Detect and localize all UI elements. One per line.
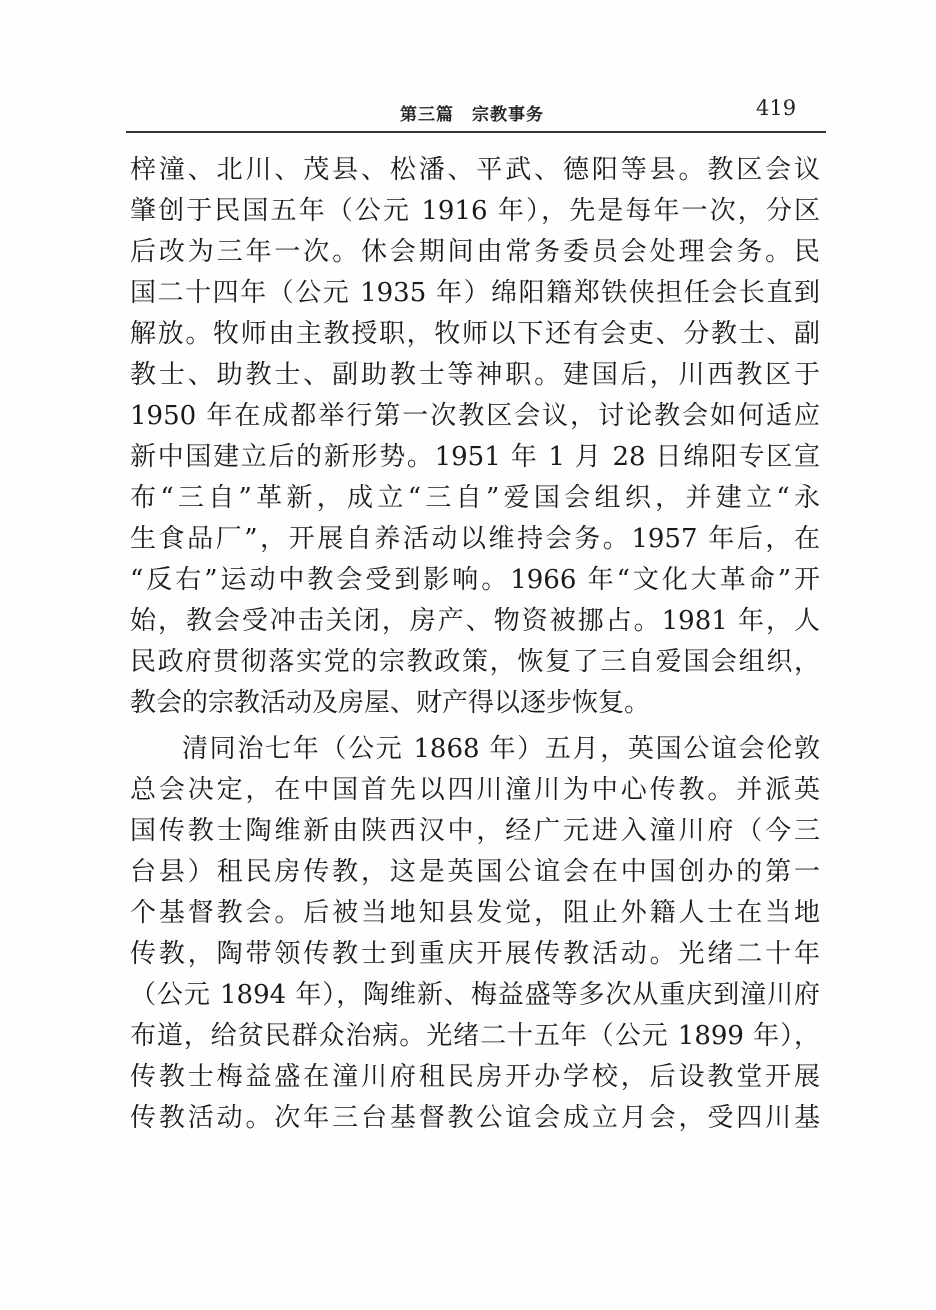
text-line: 传教士梅益盛在潼川府租民房开办学校，后设教堂开展: [130, 1062, 820, 1092]
text-line: 教士、助教士、副助教士等神职。建国后，川西教区于: [130, 360, 820, 390]
text-line: 始，教会受冲击关闭，房产、物资被挪占。1981 年，人: [130, 606, 820, 636]
text-line: “反右”运动中教会受到影响。1966 年“文化大革命”开: [130, 565, 820, 595]
text-line: 后改为三年一次。休会期间由常务委员会处理会务。民: [130, 237, 820, 267]
text-line: 传教活动。次年三台基督教公谊会成立月会，受四川基: [130, 1103, 820, 1133]
text-line: 台县）租民房传教，这是英国公谊会在中国创办的第一: [130, 857, 820, 887]
text-line: 1950 年在成都举行第一次教区会议，讨论教会如何适应: [130, 401, 820, 431]
text-line: 梓潼、北川、茂县、松潘、平武、德阳等县。教区会议: [130, 155, 820, 185]
body-text: [130, 150, 820, 1139]
text-line: 肇创于民国五年（公元 1916 年），先是每年一次，分区: [130, 196, 820, 226]
text-line: 国传教士陶维新由陕西汉中，经广元进入潼川府（今三: [130, 816, 820, 846]
header-rule: [126, 131, 826, 133]
text-line: 教会的宗教活动及房屋、财产得以逐步恢复。: [130, 688, 651, 718]
text-line: （公元 1894 年），陶维新、梅益盛等多次从重庆到潼川府: [130, 980, 820, 1010]
text-line: 总会决定，在中国首先以四川潼川为中心传教。并派英: [130, 775, 820, 805]
paragraph-2: [130, 729, 820, 1139]
running-header: [0, 96, 936, 128]
text-line: 国二十四年（公元 1935 年）绵阳籍郑铁侠担任会长直到: [130, 278, 820, 308]
text-line: 生食品厂”，开展自养活动以维持会务。1957 年后，在: [130, 524, 820, 554]
text-line: 传教，陶带领传教士到重庆开展传教活动。光绪二十年: [130, 939, 820, 969]
paragraph-1: [130, 150, 820, 724]
text-line: 新中国建立后的新形势。1951 年 1 月 28 日绵阳专区宣: [130, 442, 820, 472]
text-line: 民政府贯彻落实党的宗教政策，恢复了三自爱国会组织，: [130, 647, 820, 677]
text-line: 个基督教会。后被当地知县发觉，阻止外籍人士在当地: [130, 898, 820, 928]
text-line: 布“三自”革新，成立“三自”爱国会组织，并建立“永: [130, 483, 820, 513]
text-line: 解放。牧师由主教授职，牧师以下还有会吏、分教士、副: [130, 319, 820, 349]
text-line: 清同治七年（公元 1868 年）五月，英国公谊会伦敦: [182, 734, 820, 764]
text-line: 布道，给贫民群众治病。光绪二十五年（公元 1899 年），: [130, 1021, 820, 1051]
page-number: 419: [756, 96, 797, 120]
section-title: 第三篇 宗教事务: [400, 105, 544, 125]
